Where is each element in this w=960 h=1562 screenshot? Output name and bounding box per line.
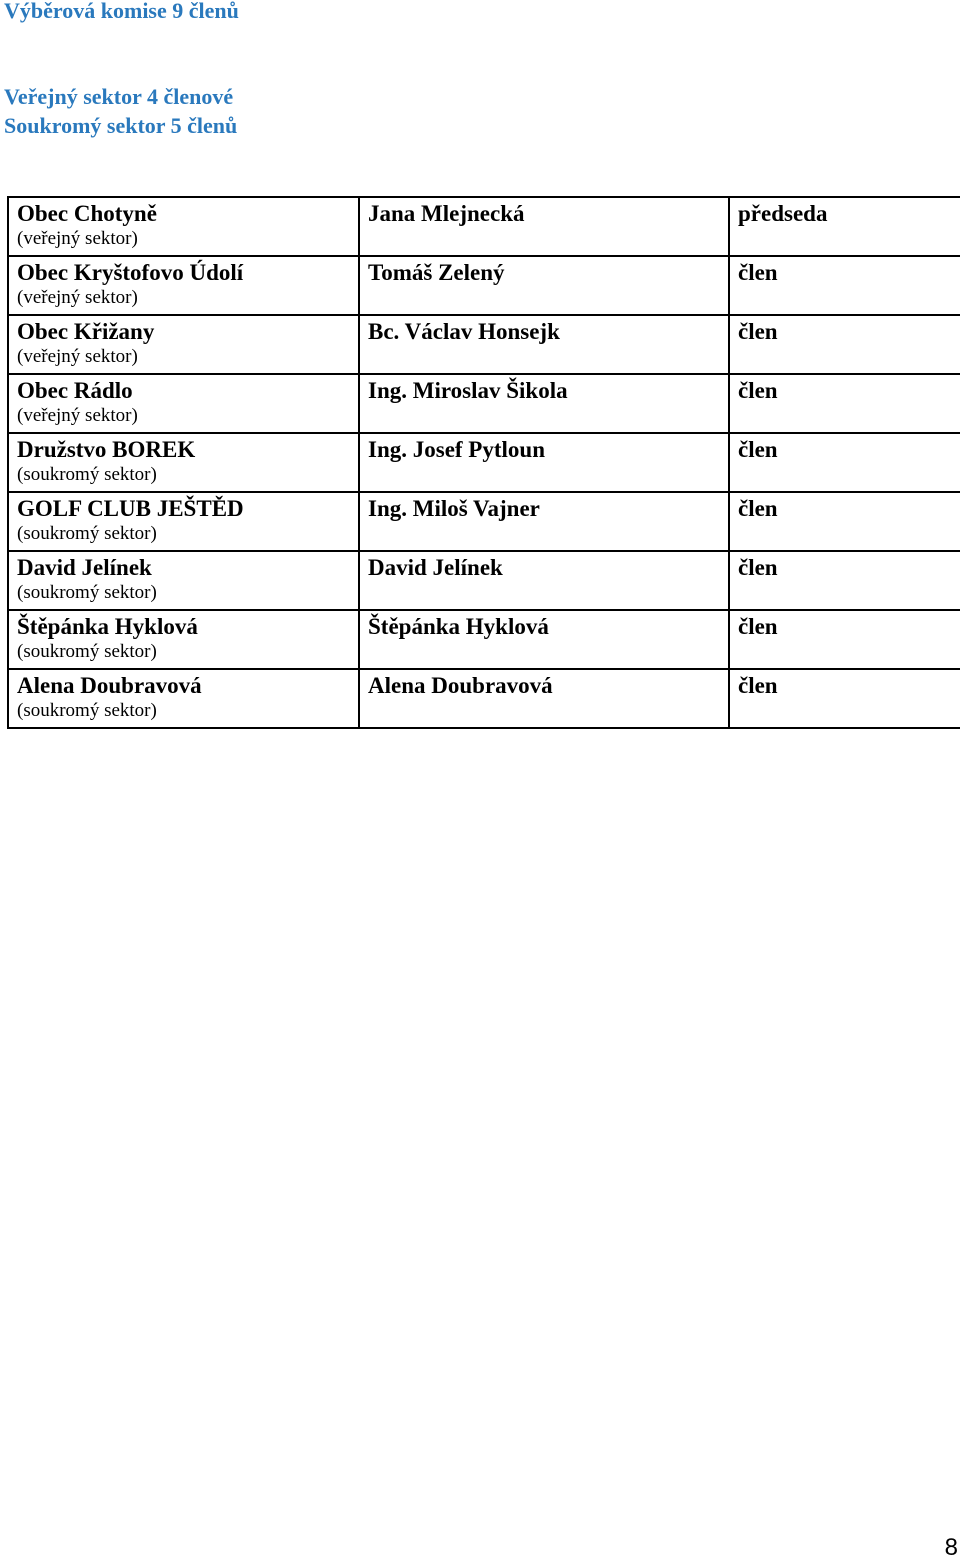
table-row (8, 433, 960, 492)
member-name: Tomáš Zelený (368, 260, 505, 285)
sector-label: (soukromý sektor) (17, 464, 157, 485)
role-cell (729, 315, 960, 374)
sector-label: (veřejný sektor) (17, 228, 138, 249)
role-cell (729, 433, 960, 492)
member-name-cell (359, 669, 729, 728)
member-role: člen (738, 437, 778, 462)
member-role: člen (738, 260, 778, 285)
sector-label: (soukromý sektor) (17, 641, 157, 662)
member-name-cell (359, 197, 729, 256)
member-role: člen (738, 378, 778, 403)
organization-cell (8, 374, 359, 433)
role-cell (729, 374, 960, 433)
member-name-cell (359, 256, 729, 315)
role-cell (729, 197, 960, 256)
table-row (8, 197, 960, 256)
organization-name: David Jelínek (17, 555, 152, 580)
member-role: člen (738, 555, 778, 580)
table-row (8, 315, 960, 374)
member-role: člen (738, 319, 778, 344)
role-cell (729, 492, 960, 551)
sector-label: (veřejný sektor) (17, 405, 138, 426)
role-cell (729, 610, 960, 669)
table-row (8, 610, 960, 669)
table-row (8, 669, 960, 728)
public-sector-heading: Veřejný sektor 4 členové (4, 84, 234, 109)
organization-cell (8, 197, 359, 256)
organization-cell (8, 610, 359, 669)
organization-name: Obec Křižany (17, 319, 155, 344)
organization-cell (8, 669, 359, 728)
member-name: Štěpánka Hyklová (368, 614, 549, 639)
organization-name: Družstvo BOREK (17, 437, 196, 462)
organization-name: Obec Rádlo (17, 378, 133, 403)
document-title: Výběrová komise 9 členů (4, 0, 239, 23)
sector-label: (soukromý sektor) (17, 700, 157, 721)
organization-cell (8, 256, 359, 315)
member-name-cell (359, 374, 729, 433)
sector-label: (veřejný sektor) (17, 287, 138, 308)
member-name: Jana Mlejnecká (368, 201, 525, 226)
organization-name: Obec Chotyně (17, 201, 157, 226)
organization-name: GOLF CLUB JEŠTĚD (17, 496, 244, 521)
member-role: předseda (738, 201, 828, 226)
member-name-cell (359, 551, 729, 610)
organization-cell (8, 492, 359, 551)
organization-cell (8, 551, 359, 610)
member-name-cell (359, 315, 729, 374)
committee-members-table (7, 196, 960, 729)
table-row (8, 551, 960, 610)
organization-name: Štěpánka Hyklová (17, 614, 198, 639)
member-name: Ing. Miloš Vajner (368, 496, 540, 521)
member-role: člen (738, 496, 778, 521)
role-cell (729, 669, 960, 728)
member-name-cell (359, 610, 729, 669)
table-row (8, 374, 960, 433)
member-role: člen (738, 673, 778, 698)
sector-label: (veřejný sektor) (17, 346, 138, 367)
member-name-cell (359, 492, 729, 551)
organization-cell (8, 433, 359, 492)
member-name: David Jelínek (368, 555, 503, 580)
member-name: Bc. Václav Honsejk (368, 319, 560, 344)
organization-name: Obec Kryštofovo Údolí (17, 260, 244, 285)
member-name: Ing. Miroslav Šikola (368, 378, 568, 403)
member-role: člen (738, 614, 778, 639)
table-row (8, 492, 960, 551)
member-name: Ing. Josef Pytloun (368, 437, 545, 462)
sector-label: (soukromý sektor) (17, 582, 157, 603)
role-cell (729, 256, 960, 315)
organization-cell (8, 315, 359, 374)
table-row (8, 256, 960, 315)
member-name-cell (359, 433, 729, 492)
role-cell (729, 551, 960, 610)
organization-name: Alena Doubravová (17, 673, 202, 698)
private-sector-heading: Soukromý sektor 5 členů (4, 113, 238, 138)
sector-label: (soukromý sektor) (17, 523, 157, 544)
member-name: Alena Doubravová (368, 673, 553, 698)
page-number: 8 (944, 1534, 958, 1561)
